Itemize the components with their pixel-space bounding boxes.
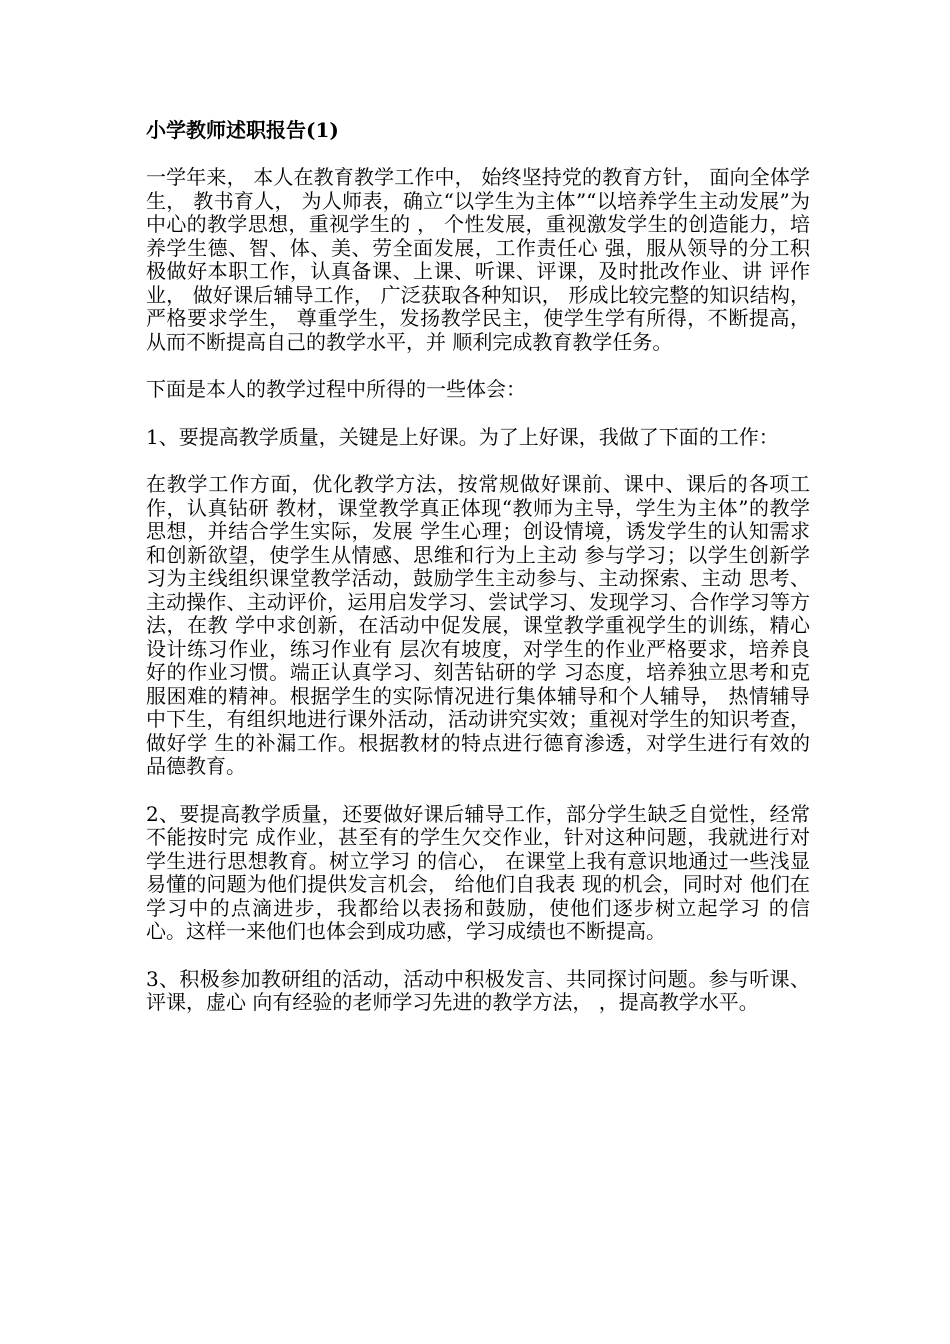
paragraph-intro: 一学年来， 本人在教育教学工作中， 始终坚持党的教育方针， 面向全体学生， 教书育人， 为人师表，确立“以学生为主体”“以培养学生主动发展”为中心的教学思想，重视学生的 ， 个性发展，重视激发学生的创造能力，培养学生德、智、体、美、劳全面发展，工作责任心 强，服从领导的分工积极做好本职工作，认真备课、上课、听课、评课，及时批改作业、讲 评作业， 做好课后辅导工作， 广泛获取各种知识， 形成比较完整的知识结构， 严格要求学生， 尊重学生，发扬教学民主，使学生学有所得，不断提高，从而不断提高自己的教学水平，并 顺利完成教育教学任务。 — [146, 165, 810, 354]
document-title: 小学教师述职报告(1) — [146, 118, 339, 142]
paragraph-lead-in: 下面是本人的教学过程中所得的一些体会： — [146, 377, 526, 401]
paragraph-point-3: 3、积极参加教研组的活动，活动中积极发言、共同探讨问题。参与听课、评课，虚心 向有经验的老师学习先进的教学方法， ，提高教学水平。 — [146, 966, 810, 1014]
paragraph-point-1: 1、要提高教学质量，关键是上好课。为了上好课，我做了下面的工作： — [146, 424, 779, 449]
paragraph-point-2: 2、要提高教学质量，还要做好课后辅导工作，部分学生缺乏自觉性，经常不能按时完 成作业，甚至有的学生欠交作业，针对这种问题，我就进行对学生进行思想教育。树立学习 的信心， 在课堂上我有意识地通过一些浅显易懂的问题为他们提供发言机会， 给他们自我表 现的机会，同时对 他们在学习中的点滴进步，我都给以表扬和鼓励，使他们逐步树立起学习 的信心。这样一来他们也体会到成功感，学习成绩也不断提高。 — [146, 801, 810, 943]
document-page — [146, 118, 810, 1039]
paragraph-teaching-work: 在教学工作方面，优化教学方法，按常规做好课前、课中、课后的各项工作，认真钻研 教材，课堂教学真正体现“教师为主导，学生为主体”的教学思想，并结合学生实际，发展 学生心理；创设情境，诱发学生的认知需求和创新欲望，使学生从情感、思维和行为上主动 参与学习；以学生创新学习为主线组织课堂教学活动，鼓励学生主动参与、主动探索、主动 思考、主动操作、主动评价，运用启发学习、尝试学习、发现学习、合作学习等方法，在教 学中求创新，在活动中促发展，课堂教学重视学生的训练，精心设计练习作业，练习作业有 层次有坡度，对学生的作业严格要求，培养良好的作业习惯。端正认真学习、刻苦钻研的学 习态度，培养独立思考和克服困难的精神。根据学生的实际情况进行集体辅导和个人辅导， 热情辅导中下生，有组织地进行课外活动，活动讲究实效；重视对学生的知识考查，做好学 生的补漏工作。根据教材的特点进行德育渗透，对学生进行有效的品德教育。 — [146, 472, 810, 778]
